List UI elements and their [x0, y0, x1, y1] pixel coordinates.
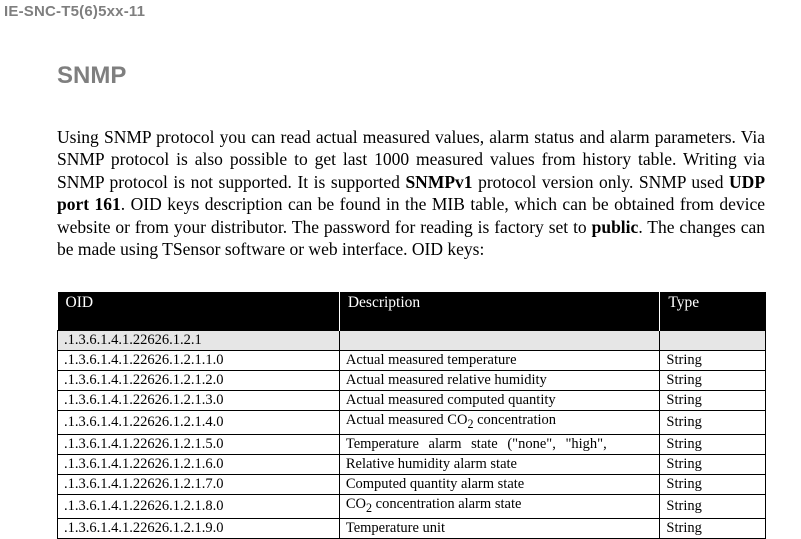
column-header-description: Description	[339, 292, 660, 331]
document-id-header: IE-SNC-T5(6)5xx-11	[4, 3, 146, 20]
description-text: concentration	[473, 412, 557, 428]
paragraph-bold-udp-port: UDP port 161	[57, 171, 766, 215]
oid-cell: .1.3.6.1.4.1.22626.1.2.1.4.0	[58, 411, 340, 435]
description-cell	[339, 411, 660, 435]
type-cell: String	[660, 474, 766, 494]
description-text: CO	[345, 495, 366, 512]
paragraph-text-3: . OID keys description can be found in the MIB table, which can be obtained from device website or from your distributor. The password for reading is factory set to	[57, 194, 766, 237]
subscript-2: 2	[366, 500, 373, 515]
oid-table	[57, 292, 766, 539]
table-row	[58, 454, 766, 474]
paragraph-text-2: protocol version only. SNMP used	[472, 171, 730, 192]
table-group-row	[58, 331, 766, 351]
table-row	[58, 494, 766, 518]
description-cell	[339, 494, 660, 518]
table-row	[58, 518, 766, 538]
paragraph-bold-snmpv1: SNMPv1	[405, 171, 473, 192]
type-cell: String	[660, 411, 766, 435]
table-row	[58, 351, 766, 371]
type-cell: String	[660, 494, 766, 518]
oid-cell: .1.3.6.1.4.1.22626.1.2.1.9.0	[58, 518, 340, 538]
type-cell: String	[660, 371, 766, 391]
description-text: concentration alarm state	[372, 495, 522, 512]
table-row	[58, 434, 766, 454]
table-row	[58, 391, 766, 411]
description-cell: Actual measured temperature	[339, 351, 660, 371]
group-oid-cell: .1.3.6.1.4.1.22626.1.2.1	[58, 331, 340, 351]
group-type-cell	[660, 331, 766, 351]
table-row	[58, 411, 766, 435]
group-description-cell	[339, 331, 660, 351]
oid-cell: .1.3.6.1.4.1.22626.1.2.1.5.0	[58, 434, 340, 454]
subscript-2: 2	[467, 416, 474, 431]
table-row	[58, 474, 766, 494]
oid-cell: .1.3.6.1.4.1.22626.1.2.1.1.0	[58, 351, 340, 371]
description-cell: Temperature alarm state ("none", "high",	[339, 434, 660, 454]
table-row	[58, 371, 766, 391]
description-cell: Actual measured relative humidity	[339, 371, 660, 391]
column-header-type: Type	[660, 292, 766, 331]
type-cell: String	[660, 434, 766, 454]
description-cell: Actual measured computed quantity	[339, 391, 660, 411]
type-cell: String	[660, 518, 766, 538]
paragraph-text-4: . The changes can be made using TSensor software or web interface. OID keys:	[57, 216, 765, 260]
column-header-oid: OID	[58, 292, 340, 331]
description-cell: Temperature unit	[339, 518, 660, 538]
description-text: Actual measured CO	[345, 412, 468, 428]
description-cell: Computed quantity alarm state	[339, 474, 660, 494]
description-cell: Relative humidity alarm state	[339, 454, 660, 474]
paragraph-text-1: Using SNMP protocol you can read actual measured values, alarm status and alarm parameters. Via SNMP protocol is also possible to get last 1000 measured values from history table. Writing via SNMP protocol is not supported. It is supported	[57, 127, 765, 192]
oid-cell: .1.3.6.1.4.1.22626.1.2.1.8.0	[58, 494, 340, 518]
table-header-row	[58, 292, 766, 331]
section-title: SNMP	[57, 62, 127, 89]
type-cell: String	[660, 454, 766, 474]
oid-cell: .1.3.6.1.4.1.22626.1.2.1.3.0	[58, 391, 340, 411]
oid-cell: .1.3.6.1.4.1.22626.1.2.1.7.0	[58, 474, 340, 494]
snmp-description-paragraph	[57, 126, 765, 260]
oid-cell: .1.3.6.1.4.1.22626.1.2.1.2.0	[58, 371, 340, 391]
type-cell: String	[660, 391, 766, 411]
paragraph-bold-password: public	[591, 216, 639, 237]
type-cell: String	[660, 351, 766, 371]
oid-cell: .1.3.6.1.4.1.22626.1.2.1.6.0	[58, 454, 340, 474]
